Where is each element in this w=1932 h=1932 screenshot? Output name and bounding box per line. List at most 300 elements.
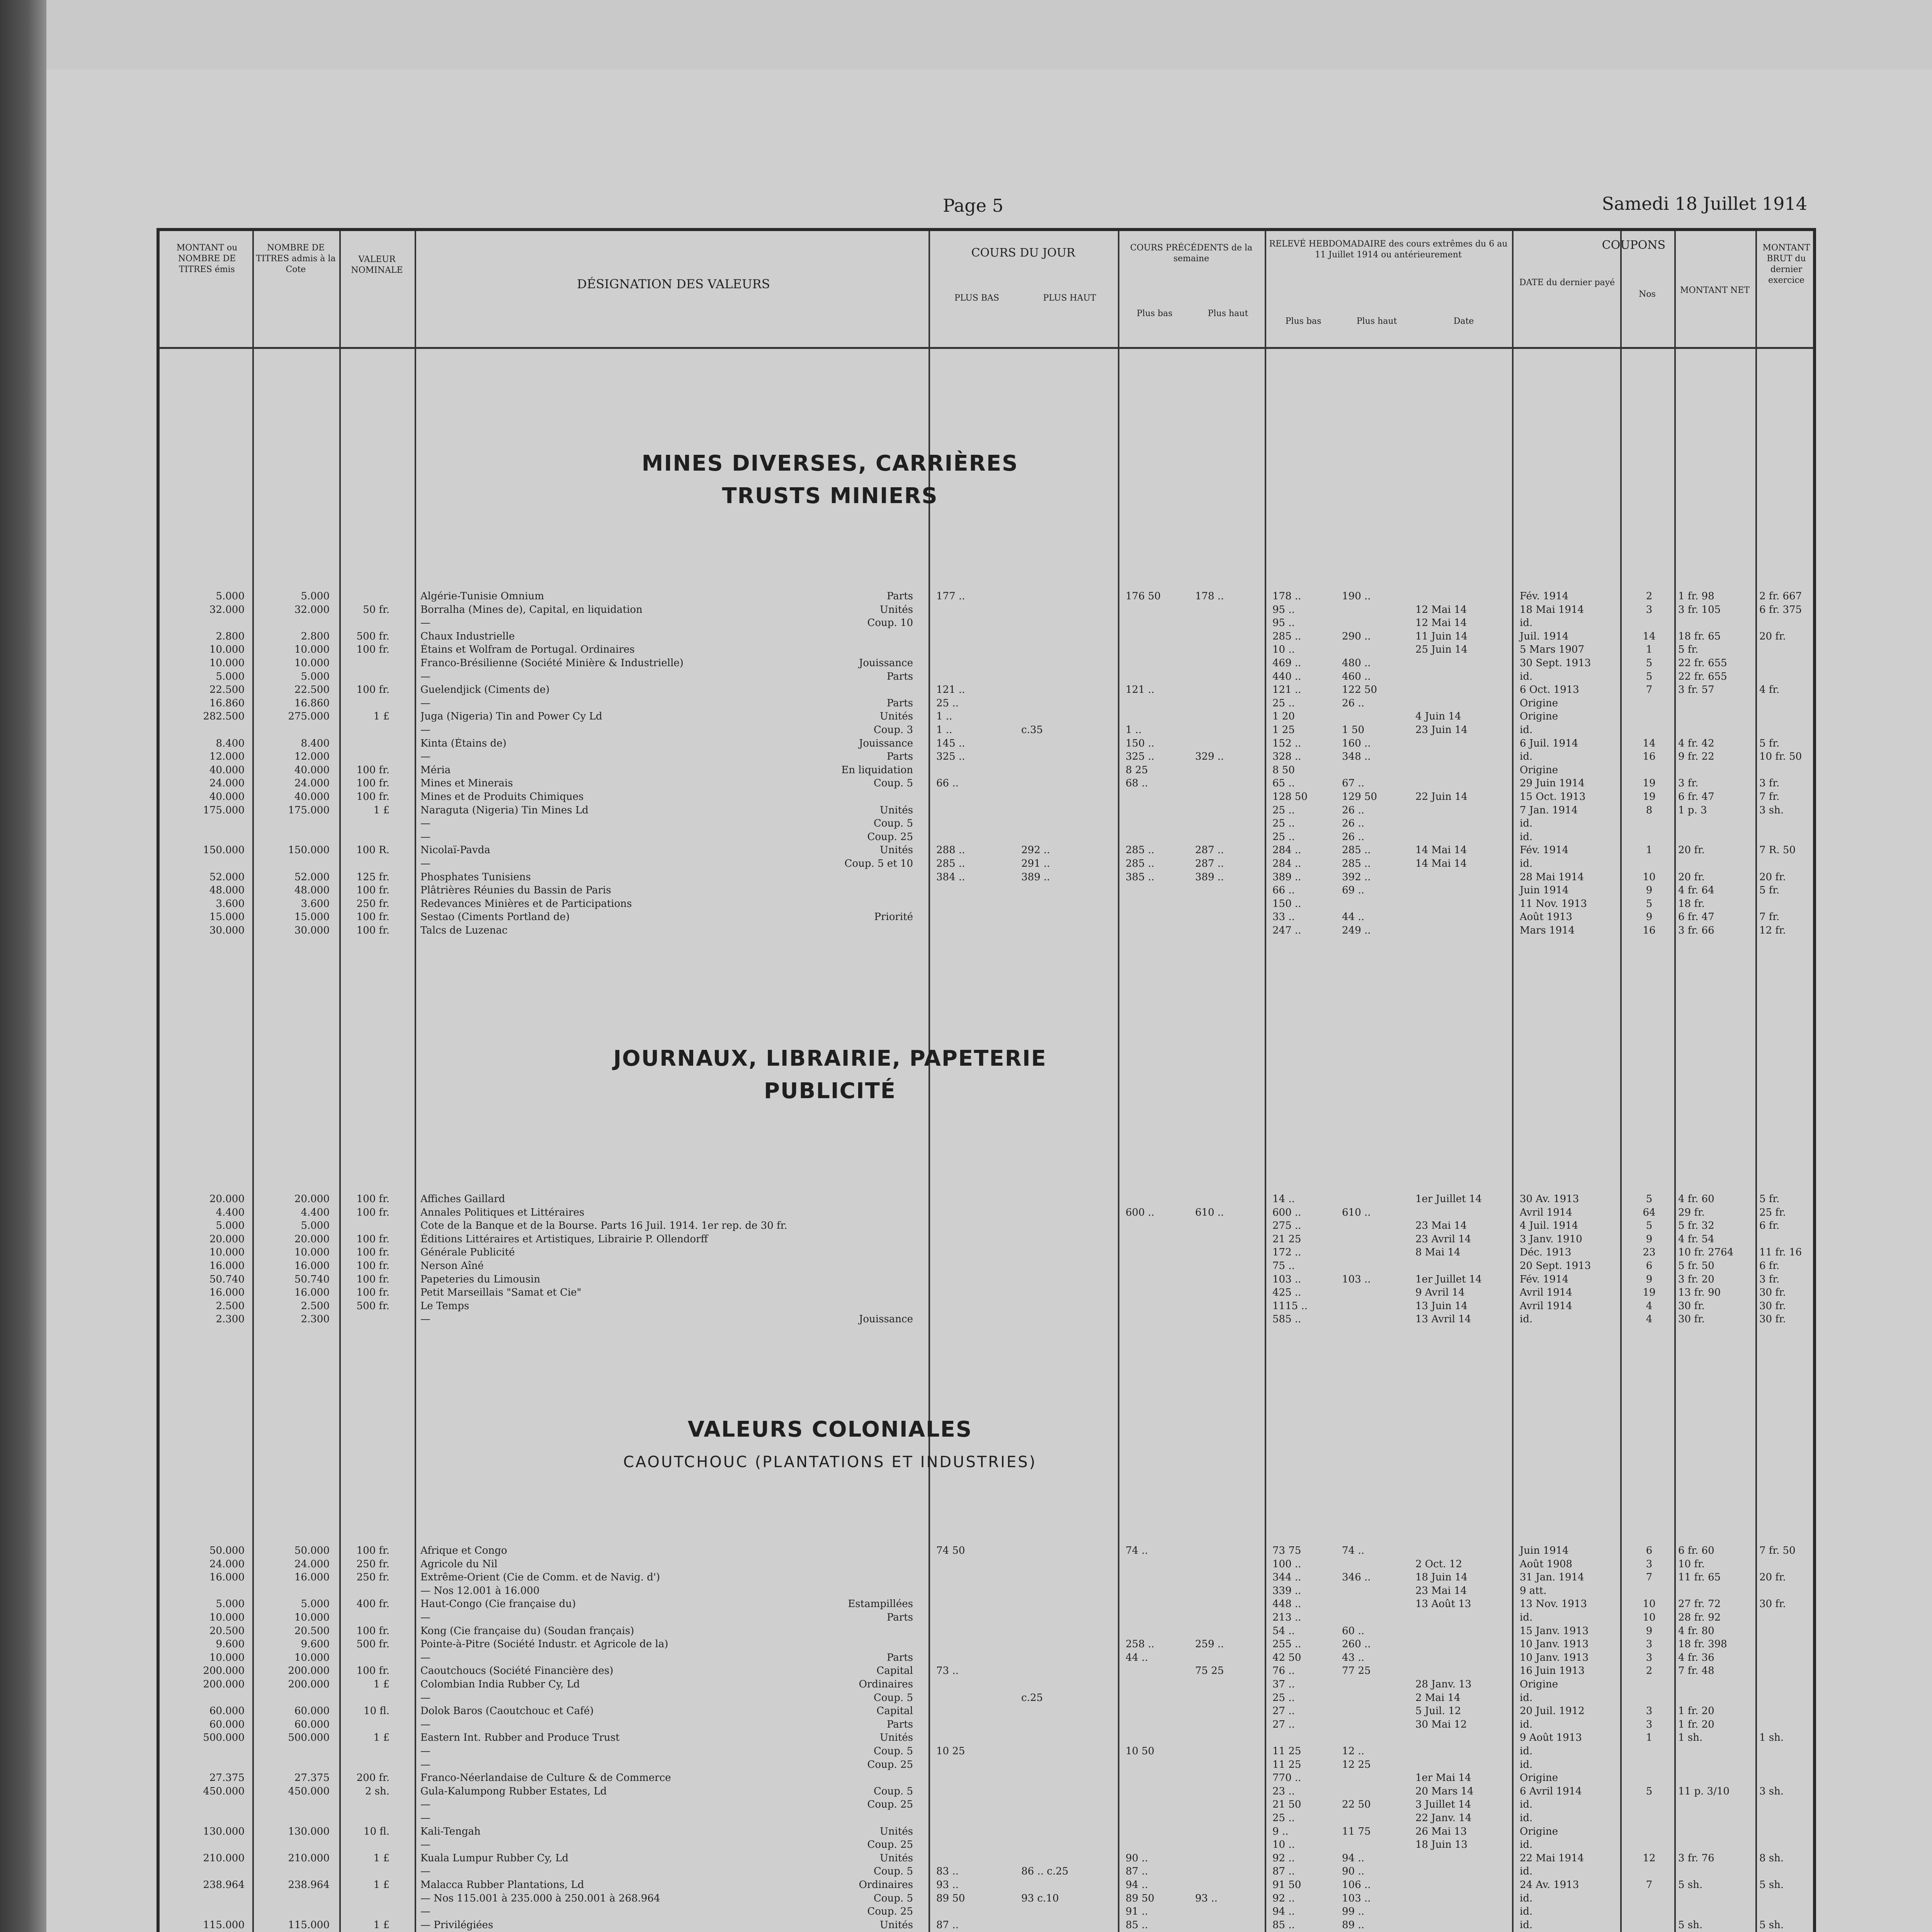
table-cell: 40.000 <box>209 791 245 803</box>
table-cell: 7 <box>1646 1879 1653 1891</box>
table-cell: — <box>420 1745 430 1757</box>
table-cell: 25 fr. <box>1759 1206 1786 1218</box>
table-cell: 100 fr. <box>356 925 389 936</box>
table-cell: 11 p. 3/10 <box>1678 1785 1730 1797</box>
table-cell: 10.000 <box>209 644 245 656</box>
table-cell: 20 Sept. 1913 <box>1520 1260 1591 1272</box>
table-cell: 100 fr. <box>356 884 389 896</box>
table-cell: — <box>420 724 430 736</box>
table-row <box>160 1652 1813 1665</box>
table-cell: 275.000 <box>288 711 330 723</box>
table-cell: 99 .. <box>1342 1906 1364 1918</box>
table-cell: 23 .. <box>1272 1785 1295 1797</box>
table-cell: 285 .. <box>1342 858 1371 869</box>
table-cell: Origine <box>1520 1825 1558 1837</box>
table-cell: 30 Av. 1913 <box>1520 1193 1579 1205</box>
section-subheading: PUBLICITÉ <box>764 1078 896 1104</box>
table-cell: 92 .. <box>1272 1892 1295 1904</box>
table-cell: 500 fr. <box>356 630 389 642</box>
table-cell: id. <box>1520 751 1533 763</box>
table-cell: 460 .. <box>1342 670 1371 682</box>
table-cell: 12 Mai 14 <box>1415 604 1467 616</box>
table-cell: 13 fr. 90 <box>1678 1287 1721 1299</box>
table-cell: 20 fr. <box>1759 1571 1786 1583</box>
header-valeur: VALEUR NOMINALE <box>351 255 403 275</box>
table-cell: 285 .. <box>1126 844 1155 856</box>
table-cell: 24.000 <box>209 777 245 789</box>
table-cell: 23 Mai 14 <box>1415 1585 1467 1597</box>
table-cell: Nerson Aîné <box>420 1260 484 1272</box>
table-row <box>160 711 1813 724</box>
table-cell: Cote de la Banque et de la Bourse. Parts 16 Juil. 1914. 1er rep. de 30 fr. <box>420 1220 787 1232</box>
table-cell: Kong (Cie française du) (Soudan français) <box>420 1625 634 1637</box>
table-row <box>160 697 1813 711</box>
table-cell: id. <box>1520 818 1533 830</box>
table-cell: 10 fl. <box>364 1825 389 1837</box>
table-cell: id. <box>1520 617 1533 629</box>
table-cell: 389 .. <box>1272 871 1301 883</box>
table-cell: 90 .. <box>1342 1866 1364 1878</box>
table-cell: 5.000 <box>301 670 330 682</box>
header-cours-jour: COURS DU JOUR <box>971 246 1075 260</box>
table-cell: 85 .. <box>1126 1919 1148 1931</box>
table-cell: 6 Avril 1914 <box>1520 1785 1582 1797</box>
table-cell: — <box>420 751 430 763</box>
table-cell: 94 .. <box>1342 1852 1364 1864</box>
table-cell: Nicolaï-Pavda <box>420 844 490 856</box>
table-cell: Coup. 25 <box>867 1839 913 1851</box>
table-cell: 1 £ <box>373 1732 389 1744</box>
table-cell: 2.300 <box>216 1313 245 1325</box>
table-cell: 384 .. <box>936 871 965 883</box>
table-cell: 5 fr. <box>1759 1193 1780 1205</box>
table-cell: 4 Juin 14 <box>1415 711 1461 723</box>
table-cell: 89 .. <box>1342 1919 1364 1931</box>
table-cell: 4 <box>1646 1313 1653 1325</box>
table-cell: 100 fr. <box>356 1260 389 1272</box>
table-cell: 10 <box>1643 871 1656 883</box>
table-cell: 20 fr. <box>1759 871 1786 883</box>
table-cell: 74 .. <box>1126 1545 1148 1556</box>
table-cell: 22 Mai 1914 <box>1520 1852 1584 1864</box>
table-row <box>160 1558 1813 1571</box>
table-row <box>160 818 1813 831</box>
table-cell: 249 .. <box>1342 925 1371 936</box>
table-cell: 16.860 <box>294 697 330 709</box>
table-cell: Sestao (Ciments Portland de) <box>420 911 570 923</box>
table-cell: 85 .. <box>1272 1919 1295 1931</box>
table-cell: 3.600 <box>301 898 330 910</box>
table-row <box>160 1545 1813 1558</box>
header-rule <box>160 347 1813 349</box>
table-row <box>160 858 1813 871</box>
table-cell: 9 .. <box>1272 1825 1289 1837</box>
table-row <box>160 1759 1813 1772</box>
table-cell: Estampillées <box>848 1598 913 1610</box>
header-releve-date: Date <box>1453 316 1474 326</box>
table-row <box>160 1585 1813 1598</box>
table-cell: 103 .. <box>1342 1273 1371 1285</box>
table-row <box>160 1812 1813 1825</box>
table-cell: 200 fr. <box>356 1772 389 1784</box>
section-title-journaux <box>573 1043 1087 1107</box>
table-cell: 344 .. <box>1272 1571 1301 1583</box>
table-cell: Coup. 5 <box>873 1745 913 1757</box>
table-cell: 30 fr. <box>1759 1300 1786 1312</box>
table-cell: 6 Juil. 1914 <box>1520 737 1578 749</box>
table-cell: 60.000 <box>209 1705 245 1717</box>
table-cell: Capital <box>876 1665 913 1677</box>
table-cell: Origine <box>1520 1772 1558 1784</box>
table-cell: 1 <box>1646 844 1653 856</box>
table-cell: 200.000 <box>288 1679 330 1690</box>
table-cell: 10.000 <box>209 1651 245 1663</box>
table-cell: 4 <box>1646 1300 1653 1312</box>
table-row <box>160 925 1813 938</box>
table-cell: 15 Janv. 1913 <box>1520 1625 1589 1637</box>
table-cell: 213 .. <box>1272 1612 1301 1623</box>
table-cell: 32.000 <box>209 604 245 616</box>
table-cell: 5 fr. <box>1759 884 1780 896</box>
table-cell: 1 20 <box>1272 711 1295 723</box>
table-row <box>160 1799 1813 1812</box>
table-cell: Gula-Kalumpong Rubber Estates, Ld <box>420 1785 607 1797</box>
table-cell: 19 <box>1643 791 1656 803</box>
table-cell: 24.000 <box>294 777 330 789</box>
table-cell: 30 fr. <box>1759 1313 1786 1325</box>
table-cell: id. <box>1520 1866 1533 1878</box>
table-cell: Unités <box>879 1852 913 1864</box>
table-cell: 20.000 <box>209 1193 245 1205</box>
table-cell: Parts <box>886 1612 913 1623</box>
table-row <box>160 1919 1813 1932</box>
table-cell: Unités <box>879 711 913 723</box>
table-cell: 100 fr. <box>356 1625 389 1637</box>
table-row <box>160 1732 1813 1745</box>
table-cell: 10 fr. 2764 <box>1678 1247 1734 1259</box>
table-cell: — <box>420 1718 430 1730</box>
table-cell: 13 Août 13 <box>1415 1598 1471 1610</box>
table-cell: 12 Mai 14 <box>1415 617 1467 629</box>
table-cell: 100 fr. <box>356 1273 389 1285</box>
table-cell: 27 fr. 72 <box>1678 1598 1721 1610</box>
table-cell: 5 <box>1646 670 1653 682</box>
table-cell: Talcs de Luzenac <box>420 925 508 936</box>
table-cell: 15.000 <box>209 911 245 923</box>
table-cell: 20 Juil. 1912 <box>1520 1705 1585 1717</box>
table-cell: 5 fr. <box>1759 737 1780 749</box>
table-cell: 95 .. <box>1272 604 1295 616</box>
table-cell: 210.000 <box>203 1852 245 1864</box>
table-cell: Malacca Rubber Plantations, Ld <box>420 1879 584 1891</box>
table-cell: 115.000 <box>288 1919 330 1931</box>
table-row <box>160 1274 1813 1287</box>
table-cell: 14 <box>1643 630 1656 642</box>
table-cell: 2 <box>1646 1665 1653 1677</box>
table-cell: 2 Oct. 12 <box>1415 1558 1462 1570</box>
table-cell: 9.600 <box>301 1638 330 1650</box>
table-row <box>160 1638 1813 1651</box>
table-cell: 1 .. <box>1126 724 1142 736</box>
table-cell: 100 fr. <box>356 1206 389 1218</box>
table-cell: 40.000 <box>294 764 330 776</box>
table-cell: 5 sh. <box>1759 1879 1784 1891</box>
table-cell: 500 fr. <box>356 1300 389 1312</box>
table-cell: c.35 <box>1021 724 1043 736</box>
table-cell: 1 50 <box>1342 724 1364 736</box>
table-cell: 5 Mars 1907 <box>1520 644 1585 656</box>
table-cell: 26 .. <box>1342 804 1364 816</box>
section-heading: JOURNAUX, LIBRAIRIE, PAPETERIE <box>613 1046 1047 1071</box>
table-cell: 6 fr. 47 <box>1678 911 1714 923</box>
header-nombre: NOMBRE DE TITRES admis à la Cote <box>256 243 336 274</box>
page-date: Samedi 18 Juillet 1914 <box>1602 193 1807 214</box>
table-cell: En liquidation <box>841 764 913 776</box>
table-cell: 3 Juillet 14 <box>1415 1799 1471 1811</box>
table-cell: 6 fr. <box>1759 1260 1780 1272</box>
table-cell: 288 .. <box>936 844 965 856</box>
table-row <box>160 1220 1813 1233</box>
table-cell: 3 <box>1646 1558 1653 1570</box>
table-cell: 250 fr. <box>356 1558 389 1570</box>
table-cell: 500 fr. <box>356 1638 389 1650</box>
table-cell: 60.000 <box>294 1718 330 1730</box>
header-date-paye: DATE du dernier payé <box>1519 278 1615 287</box>
table-cell: 13 Avril 14 <box>1415 1313 1471 1325</box>
table-cell: 26 .. <box>1342 831 1364 843</box>
table-cell: 1115 .. <box>1272 1300 1308 1312</box>
table-cell: Colombian India Rubber Cy, Ld <box>420 1679 580 1690</box>
table-cell: 86 .. c.25 <box>1021 1866 1069 1878</box>
table-row <box>160 1772 1813 1785</box>
table-cell: 291 .. <box>1021 858 1050 869</box>
table-row <box>160 1571 1813 1585</box>
table-cell: Unités <box>879 1825 913 1837</box>
table-cell: 50.740 <box>209 1273 245 1285</box>
table-cell: 1er Juillet 14 <box>1415 1273 1482 1285</box>
table-cell: 103 .. <box>1272 1273 1301 1285</box>
table-cell: 7 fr. 48 <box>1678 1665 1714 1677</box>
table-cell: 64 <box>1643 1206 1656 1218</box>
table-cell: 247 .. <box>1272 925 1301 936</box>
table-cell: Franco-Néerlandaise de Culture & de Commerce <box>420 1772 671 1784</box>
table-cell: — <box>420 697 430 709</box>
table-cell: Capital <box>876 1705 913 1717</box>
table-row <box>160 1300 1813 1313</box>
table-row <box>160 1692 1813 1705</box>
table-cell: 11 75 <box>1342 1825 1371 1837</box>
table-cell: 9 <box>1646 911 1653 923</box>
table-cell: 7 <box>1646 684 1653 696</box>
table-cell: 10.000 <box>294 657 330 669</box>
table-cell: 10 50 <box>1126 1745 1155 1757</box>
table-cell: 1 <box>1646 1732 1653 1744</box>
table-cell: 20 fr. <box>1678 844 1705 856</box>
table-cell: — <box>420 617 430 629</box>
table-cell: Fév. 1914 <box>1520 590 1569 602</box>
section-heading: MINES DIVERSES, CARRIÈRES <box>641 451 1019 476</box>
table-cell: 7 fr. 50 <box>1759 1545 1796 1556</box>
table-cell: Priorité <box>874 911 913 923</box>
table-cell: 30 fr. <box>1759 1287 1786 1299</box>
table-cell: 30.000 <box>209 925 245 936</box>
table-cell: 100 fr. <box>356 911 389 923</box>
table-cell: 66 .. <box>1272 884 1295 896</box>
table-cell: Déc. 1913 <box>1520 1247 1571 1259</box>
table-cell: 480 .. <box>1342 657 1371 669</box>
table-cell: 25 .. <box>1272 831 1295 843</box>
table-cell: 5 <box>1646 657 1653 669</box>
table-cell: — Nos 12.001 à 16.000 <box>420 1585 540 1597</box>
table-cell: 6 fr. 375 <box>1759 604 1802 616</box>
table-cell: 30 fr. <box>1678 1313 1705 1325</box>
table-cell: 4 fr. 42 <box>1678 737 1714 749</box>
table-cell: Parts <box>886 1651 913 1663</box>
table-cell: 5 Juil. 12 <box>1415 1705 1461 1717</box>
section-title-coloniales <box>573 1413 1087 1478</box>
table-cell: 260 .. <box>1342 1638 1371 1650</box>
table-cell: 400 fr. <box>356 1598 389 1610</box>
table-cell: 22.500 <box>209 684 245 696</box>
table-cell: 20.000 <box>294 1193 330 1205</box>
table-cell: 73 .. <box>936 1665 959 1677</box>
table-cell: 122 50 <box>1342 684 1377 696</box>
table-cell: 93 .. <box>1195 1892 1218 1904</box>
table-row <box>160 1786 1813 1799</box>
table-row <box>160 1893 1813 1906</box>
table-cell: 6 fr. <box>1759 1220 1780 1232</box>
header-plus-haut: PLUS HAUT <box>1043 293 1096 303</box>
table-cell: 9.600 <box>216 1638 245 1650</box>
table-cell: 83 .. <box>936 1866 959 1878</box>
table-cell: 200.000 <box>203 1665 245 1677</box>
table-cell: Unités <box>879 1919 913 1931</box>
table-cell: Mines et de Produits Chimiques <box>420 791 584 803</box>
table-cell: 210.000 <box>288 1852 330 1864</box>
table-cell: 50.000 <box>294 1545 330 1556</box>
table-cell: 7 fr. <box>1759 791 1780 803</box>
table-cell: 292 .. <box>1021 844 1050 856</box>
table-cell: Unités <box>879 1732 913 1744</box>
table-cell: 10 .. <box>1272 1839 1295 1851</box>
table-cell: 11 Nov. 1913 <box>1520 898 1587 910</box>
table-cell: 160 .. <box>1342 737 1371 749</box>
table-cell: 60.000 <box>209 1718 245 1730</box>
table-cell: 1 fr. 98 <box>1678 590 1714 602</box>
table-row <box>160 1612 1813 1625</box>
table-cell: 90 .. <box>1126 1852 1148 1864</box>
table-cell: 5 <box>1646 1193 1653 1205</box>
table-row <box>160 671 1813 684</box>
header-releve: RELEVÉ HEBDOMADAIRE des cours extrêmes du 6 au 11 Juillet 1914 ou antérieurement <box>1269 239 1508 260</box>
table-cell: 3 <box>1646 1705 1653 1717</box>
table-cell: 6 <box>1646 1545 1653 1556</box>
table-cell: 325 .. <box>1126 751 1155 763</box>
table-cell: 30.000 <box>294 925 330 936</box>
table-cell: 12 25 <box>1342 1759 1371 1770</box>
table-cell: 20.000 <box>209 1233 245 1245</box>
table-cell: 50 fr. <box>363 604 389 616</box>
table-cell: — <box>420 1651 430 1663</box>
table-cell: 20.000 <box>294 1233 330 1245</box>
table-cell: 22 fr. 655 <box>1678 657 1727 669</box>
table-cell: 8 <box>1646 804 1653 816</box>
table-cell: 325 .. <box>936 751 965 763</box>
table-cell: 9 <box>1646 1625 1653 1637</box>
table-cell: c.25 <box>1021 1692 1043 1704</box>
table-cell: — <box>420 858 430 869</box>
table-cell: 16.000 <box>209 1287 245 1299</box>
table-cell: 5 <box>1646 898 1653 910</box>
table-cell: 3 Janv. 1910 <box>1520 1233 1582 1245</box>
table-cell: 128 50 <box>1272 791 1308 803</box>
table-cell: 28 Janv. 13 <box>1415 1679 1472 1690</box>
table-row <box>160 1852 1813 1866</box>
table-cell: 150 .. <box>1272 898 1301 910</box>
table-cell: Jouissance <box>859 657 913 669</box>
table-cell: 30 Mai 12 <box>1415 1718 1467 1730</box>
table-cell: — <box>420 1692 430 1704</box>
table-cell: 44 .. <box>1126 1651 1148 1663</box>
table-cell: 25 Juin 14 <box>1415 644 1468 656</box>
table-row <box>160 1625 1813 1638</box>
table-cell: 5 fr. <box>1678 644 1699 656</box>
table-cell: 250 fr. <box>356 1571 389 1583</box>
table-cell: 7 R. 50 <box>1759 844 1796 856</box>
table-cell: id. <box>1520 1919 1533 1931</box>
table-row <box>160 751 1813 764</box>
table-cell: 585 .. <box>1272 1313 1301 1325</box>
table-cell: 23 Mai 14 <box>1415 1220 1467 1232</box>
table-cell: 11 25 <box>1272 1759 1301 1770</box>
quotation-table <box>156 228 1816 1932</box>
table-cell: 6 fr. 47 <box>1678 791 1714 803</box>
table-cell: 3 fr. <box>1759 777 1780 789</box>
table-cell: 600 .. <box>1126 1206 1155 1218</box>
table-row <box>160 1839 1813 1852</box>
table-cell: — <box>420 670 430 682</box>
table-cell: 3 <box>1646 1638 1653 1650</box>
table-cell: 29 fr. <box>1678 1206 1705 1218</box>
table-cell: 346 .. <box>1342 1571 1371 1583</box>
table-row <box>160 764 1813 777</box>
table-cell: 9 Août 1913 <box>1520 1732 1582 1744</box>
table-row <box>160 831 1813 844</box>
table-cell: 40.000 <box>294 791 330 803</box>
table-cell: 66 .. <box>936 777 959 789</box>
table-cell: 22 50 <box>1342 1799 1371 1811</box>
table-cell: 94 .. <box>1126 1879 1148 1891</box>
table-cell: id. <box>1520 1745 1533 1757</box>
table-cell: 10 <box>1643 1612 1656 1623</box>
table-cell: 178 .. <box>1272 590 1301 602</box>
table-cell: 25 .. <box>1272 804 1295 816</box>
header-designation: DÉSIGNATION DES VALEURS <box>577 277 770 291</box>
table-cell: 10.000 <box>294 1612 330 1623</box>
table-cell: 11 Juin 14 <box>1415 630 1468 642</box>
table-cell: 18 Juin 13 <box>1415 1839 1468 1851</box>
table-cell: 26 Mai 13 <box>1415 1825 1467 1837</box>
header-coupons: COUPONS <box>1602 238 1666 252</box>
table-cell: 125 fr. <box>356 871 389 883</box>
table-cell: 10.000 <box>294 1247 330 1259</box>
table-row <box>160 791 1813 804</box>
table-cell: 7 Jan. 1914 <box>1520 804 1578 816</box>
table-cell: 25 .. <box>1272 1692 1295 1704</box>
table-cell: 10 fr. 50 <box>1759 751 1802 763</box>
section-heading: VALEURS COLONIALES <box>687 1417 973 1442</box>
table-cell: 290 .. <box>1342 630 1371 642</box>
